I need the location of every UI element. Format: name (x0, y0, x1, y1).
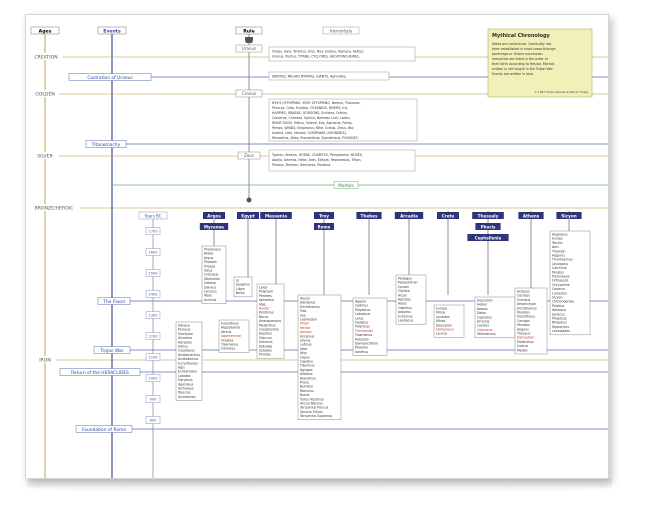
list-item: Cranaus (517, 297, 531, 302)
list-item: Io (236, 278, 239, 283)
list-item: Deucalion (436, 323, 452, 328)
list-item: Aleus (398, 301, 407, 306)
list-item: Perieres (259, 293, 272, 298)
list-item: Tiberinus (300, 363, 315, 368)
region-cephallenia: Cephallenia (474, 235, 502, 241)
list-item: Ptolemy (355, 345, 368, 350)
list-item: Polynices (355, 324, 370, 329)
list-item: Cresphontes (259, 327, 279, 332)
list-item: Calchinia (552, 266, 567, 271)
list-item: Erichthonius (300, 304, 320, 309)
list-item: Laomedon (300, 317, 317, 322)
list-item: Lycaon (398, 284, 410, 289)
year-tick-1600: 1600 (148, 250, 158, 255)
list-item: Hellen (477, 302, 488, 307)
events-header: Events (103, 29, 121, 35)
list-item: Tros (300, 309, 307, 314)
list-item: Argus (204, 255, 214, 260)
list-item: Lynceus (204, 289, 217, 294)
list-item: Europs (552, 236, 563, 241)
list-item: Deion (477, 311, 487, 316)
event-flood: The Flood (103, 299, 125, 305)
list-item: Tisamenus (355, 333, 373, 338)
list-item: Codrus (517, 344, 529, 349)
list-item: Damasichthon (355, 341, 379, 346)
list-item: Arcisius (477, 319, 490, 324)
ruler-zeus: Zeus (244, 153, 254, 159)
list-item: Aeolus (477, 306, 488, 311)
immortals-golden-3: HARPIES, GRAEAE, GORGONS, Echidna, Orthus, (272, 111, 348, 115)
list-item: Hector (300, 325, 311, 330)
list-item: Tisamenus (221, 342, 239, 347)
list-item: Adrastus (552, 308, 567, 313)
list-item: Cephalus (477, 315, 492, 320)
list-item: Latinus (300, 342, 312, 347)
list-item: Amphictyon (517, 302, 537, 307)
page-shadow (27, 478, 612, 492)
list-item: Aeneas (300, 330, 312, 335)
crown-icon (245, 37, 253, 43)
region-egypt: Egypt (241, 213, 255, 219)
list-item: Sicyon (552, 295, 563, 300)
list-item: Phintas (259, 352, 271, 357)
rule-header: Rule (243, 29, 255, 35)
list-item: Eurysthenes (178, 361, 198, 366)
year-tick-1400: 1400 (148, 292, 158, 297)
region-messenia: Messenia (264, 213, 288, 219)
list-item: Deucalion (477, 298, 493, 303)
list-item: Apis (552, 245, 559, 250)
list-item: Tullus Hostilius (300, 397, 324, 402)
list-item: Triopas (204, 264, 216, 269)
list-item: Teucer (300, 296, 311, 301)
list-item: Niobe (204, 251, 214, 256)
list-item: Cecrops (517, 293, 530, 298)
age-bronze: BRONZE/HEROIC (34, 206, 74, 212)
list-item: Numa (300, 393, 310, 398)
ruler-end-marker (247, 198, 252, 203)
list-item: Doryssus (178, 378, 193, 383)
list-item: Ilus (300, 313, 306, 318)
list-item: Epaphus (236, 282, 250, 287)
list-item: Echestratus (178, 369, 197, 374)
region-crete: Crete (441, 213, 455, 219)
immortals-golden-4: Cerberus, Chimera, Sphinx, Nemean Lion, Ladon, (272, 116, 351, 120)
list-item: Alba (300, 346, 308, 351)
region-mycenae: Mycenae (204, 224, 224, 230)
genealogy-lists (176, 231, 590, 420)
events (60, 74, 151, 433)
list-item: Echemus (398, 314, 413, 319)
info-line-4: Immortals are listed in the order of (492, 57, 548, 61)
immortals-golden-5: RIVER GODS, Helius, Selene, Eos, Astraeus, Pallas, (272, 121, 353, 125)
list-item: Laodocus (398, 318, 414, 323)
list-item: Agamemnon (221, 334, 242, 339)
list-item: Alcmena (178, 336, 192, 341)
list-item: Leucippus (552, 261, 569, 266)
list-item: Autesion (355, 337, 369, 342)
list-item: Dotadas (259, 344, 273, 349)
list-item: Libya (236, 286, 245, 291)
list-item: Proca (300, 380, 309, 385)
list-item: Thersander (355, 328, 374, 333)
list-item: Leucus (436, 331, 448, 336)
list-item: Romulus (300, 388, 314, 393)
age-creation: CREATION (34, 55, 58, 61)
list-item: Tarquinius Priscus (300, 405, 329, 410)
info-box (488, 29, 592, 97)
list-item: Nestor (259, 306, 270, 311)
list-item: Atys (300, 351, 307, 356)
list-item: Cecrops (517, 318, 530, 323)
ruler-cronus: Cronus (242, 91, 256, 97)
ages-header: Ages (38, 29, 52, 35)
info-line-2: been established in most cases through (492, 47, 556, 51)
list-item: Glaucus (259, 335, 272, 340)
list-item: Tarquinius Superbus (300, 414, 333, 419)
region-rome: Rome (317, 224, 331, 230)
age-iron: IRON (39, 358, 51, 364)
region-argos: Argos (207, 213, 221, 219)
year-tick-900: 900 (149, 397, 157, 402)
age-silver: SILVER (37, 154, 53, 160)
list-item: Abas (204, 293, 212, 298)
list-item: Theseus (517, 331, 531, 336)
list-item: Electryon (178, 331, 194, 336)
list-item: Pandion (517, 310, 530, 315)
list-item: Thurimachus (552, 257, 573, 262)
list-item: Penthilus (259, 310, 274, 315)
list-item: Perseus (178, 327, 191, 332)
list-item: Aphareus (259, 298, 275, 303)
list-item: Hippodamia (221, 325, 241, 330)
list-item: Ascanius (300, 334, 315, 339)
info-line-3: parentage or throne succession. (492, 52, 544, 56)
list-item: Dardanus (300, 300, 316, 305)
event-castration: Castration of Uranus (87, 75, 133, 81)
list-item: Hippolytus (552, 324, 569, 329)
list-item: Callisto (398, 289, 410, 294)
list-item: Agenor (355, 299, 367, 304)
list-item: Laius (355, 316, 364, 321)
immortals-silver-2: Apollo, Artemis, Hebe, Ares, Eithyia, Hephaestus, Triton, (272, 158, 362, 162)
event-titanomachy: Titanomachy (91, 142, 121, 148)
ages (28, 53, 80, 364)
chronology-chart (26, 15, 608, 478)
list-item: Oedipus (355, 320, 369, 325)
list-item: Idas (259, 302, 266, 307)
list-item: Aegyrus (552, 253, 565, 258)
region-arcadia: Arcadia (400, 213, 418, 219)
info-line-5: their birth according to Hesiod. Mortals (492, 62, 555, 66)
mortals-label: Mortals (338, 182, 354, 188)
list-item: Melanthus (259, 323, 276, 328)
list-item: Telemachus (477, 332, 496, 337)
list-item: Andropompus (259, 319, 282, 324)
list-item: Agis (178, 365, 185, 370)
event-foundation-rome: Foundation of Rome (81, 427, 127, 433)
event-trojan-war: Trojan War (100, 348, 124, 354)
list-item: Iasus (204, 268, 213, 273)
immortals-golden-2: Phorcys, Ceto, Eurybia, OCEANIDS, RIVERS, Iris, (272, 106, 349, 110)
list-item: Capys (300, 355, 310, 360)
list-item: Phaestus (552, 316, 567, 321)
list-item: Palaechthon (398, 280, 418, 285)
immortals-golden-6: Perses, WINDS, Eosphorus, Nike, Cratos, Zelus, Bia, (272, 126, 355, 130)
list-item: Alcamenes (178, 394, 196, 399)
list-item: Chthonophyle (552, 299, 575, 304)
immortals-creation-1: Chaos, Gaia, Tartarus, Eros, Nyx, Erebus, Hemera, Aether, (272, 49, 365, 54)
list-item: Aristomachus (178, 352, 200, 357)
list-item: Plemnaeus (552, 274, 570, 279)
list-item: Polybus (552, 303, 565, 308)
list-item: Aepytus (398, 310, 411, 315)
year-tick-1700: 1700 (148, 229, 158, 234)
list-item: Europa (436, 306, 448, 311)
immortals-golden-7: Asteria, Leto, Hecate, OLYMPIANS (CRONIDES), (272, 131, 347, 135)
list-item: Aegeus (517, 327, 529, 332)
year-tick-1000: 1000 (148, 376, 158, 381)
list-item: Polydorus (355, 307, 371, 312)
immortals-creation-2: Uranus, Pontus, TITANS, CYCLOPES, HECATONCHEIRES. (272, 54, 360, 59)
list-item: Lamedon (552, 291, 567, 296)
list-item: Teleclus (178, 390, 191, 395)
list-item: Chrysorthe (552, 282, 570, 287)
list-item: Acrisius (204, 297, 217, 302)
list-item: Janiscus (552, 312, 565, 317)
year-tick-800: 800 (149, 418, 157, 423)
list-item: Pelasgus (398, 276, 412, 281)
list-item: Demophon (517, 335, 535, 340)
list-item: Isthmius (259, 340, 273, 345)
info-title: Mythical Chronology (492, 33, 550, 39)
info-credit: © 1997 Carlos Parada & Maicar Förlag (534, 90, 588, 94)
list-item: Lycastus (436, 314, 450, 319)
list-item: Cadmus (355, 303, 368, 308)
list-item: Labotas (178, 373, 191, 378)
immortals-silver-1: Typhon, Athena, HORAE, CHARITES, Persephone, MUSES, (272, 153, 363, 157)
list-item: Aegialeus (552, 232, 568, 237)
list-item: Orthopolis (552, 278, 569, 283)
region-thessaly: Thessaly (477, 213, 499, 219)
list-item: Medon (517, 348, 528, 353)
year-tick-1500: 1500 (148, 271, 158, 276)
year-tick-1200: 1200 (148, 334, 158, 339)
list-item: Phoroneus (204, 247, 221, 252)
list-item: Odysseus (477, 327, 493, 332)
list-item: Idomeneus (436, 327, 454, 332)
list-item: Minos (436, 319, 446, 324)
list-item: Ancus Marcius (300, 401, 323, 406)
list-item: Minos (436, 310, 446, 315)
list-item: Aphidas (398, 297, 411, 302)
immortals-header: Immortals (329, 29, 353, 35)
list-item: Telchis (552, 240, 563, 245)
list-item: Aepytus (259, 331, 272, 336)
years-label: Years BC (144, 213, 162, 219)
list-item: Danaus (178, 323, 191, 328)
info-line-6: written in red fought in the Trojan War. (492, 67, 554, 71)
list-item: Priam (300, 321, 310, 326)
list-item: Melanthus (517, 339, 534, 344)
list-item: Sthenelas (204, 276, 220, 281)
list-item: Thelxion (552, 249, 566, 254)
list-item: Gelanor (204, 281, 217, 286)
list-item: Heracles (178, 340, 192, 345)
list-item: Orestes (221, 338, 234, 343)
list-item: Aventinus (300, 376, 316, 381)
list-item: Erechtheus (517, 314, 535, 319)
immortals (269, 47, 417, 171)
list-item: Labdacus (355, 312, 371, 317)
list-item: Pandion (517, 323, 530, 328)
region-sicyon: Sicyon (561, 213, 577, 219)
list-item: Allodius (300, 372, 313, 377)
list-item: Erichthonius (517, 306, 537, 311)
list-item: Lelex (259, 285, 268, 290)
info-line-7: Events are written in blue. (492, 72, 535, 76)
immortals-golden-1: NYX'S OFFSPRING, ERIS' OFFSPRING, Nereus, Thaumas, (272, 101, 361, 105)
list-item: Cepheus (398, 305, 412, 310)
immortals-golden-8: Menoetius, Atlas, Prometheus, Epimetheus, PLEIADES. (272, 136, 359, 140)
event-return-heraclides: Return of the HERACLIDES (71, 370, 129, 376)
list-item: Hyllus (178, 344, 188, 349)
list-item: Eurystheus (221, 321, 239, 326)
list-item: Rhopalus (552, 320, 567, 325)
list-item: Actaeus (517, 289, 530, 294)
headers (31, 27, 359, 35)
list-item: Archelaus (178, 386, 194, 391)
list-item: Xanthus (355, 349, 369, 354)
list-item: Peratus (552, 270, 564, 275)
list-item: Silvius (300, 338, 311, 343)
region-thebes: Thebes (360, 213, 378, 219)
list-item: Agrippa (300, 367, 313, 372)
region-phocis: Phocis (480, 224, 496, 230)
ruler-uranus: Uranus (241, 46, 257, 52)
immortals-silver-3: Phobus, Deimos, Harmonia, Pandora. (272, 163, 332, 167)
list-item: Lacestades (552, 329, 570, 334)
region-athens: Athens (522, 213, 540, 219)
year-tick-1100: 1100 (148, 355, 158, 360)
list-item: Aristodemus (178, 357, 199, 362)
list-item: Belus (236, 291, 245, 296)
list-item: Arcas (398, 293, 407, 298)
list-item: Capetus (300, 359, 314, 364)
list-item: Crotopus (204, 272, 219, 277)
list-item: Borus (259, 314, 269, 319)
info-line-1: Dates are conjectural. Continuity has (492, 42, 552, 46)
immortals-castration-1: ERINYES, MELIAD NYMPHS, GIANTS, Aphrodite. (272, 74, 347, 79)
chronology-sheet (25, 14, 609, 479)
list-item: Phorbas (204, 260, 217, 265)
list-item: Danaus (204, 285, 217, 290)
list-item: Laertes (477, 323, 489, 328)
list-item: Polycaon (259, 289, 274, 294)
list-item: Cometes (221, 346, 236, 351)
list-item: Servius Tullius (300, 409, 323, 414)
list-item: Coronus (552, 287, 566, 292)
list-item: Atreus (221, 329, 232, 334)
age-golden: GOLDEN (35, 92, 55, 98)
region-troy: Troy (318, 213, 330, 219)
list-item: Numitor (300, 384, 313, 389)
list-item: Agesilaus (178, 382, 194, 387)
list-item: Sybotas (259, 348, 272, 353)
year-tick-1300: 1300 (148, 313, 158, 318)
list-item: Cleodaeus (178, 348, 195, 353)
